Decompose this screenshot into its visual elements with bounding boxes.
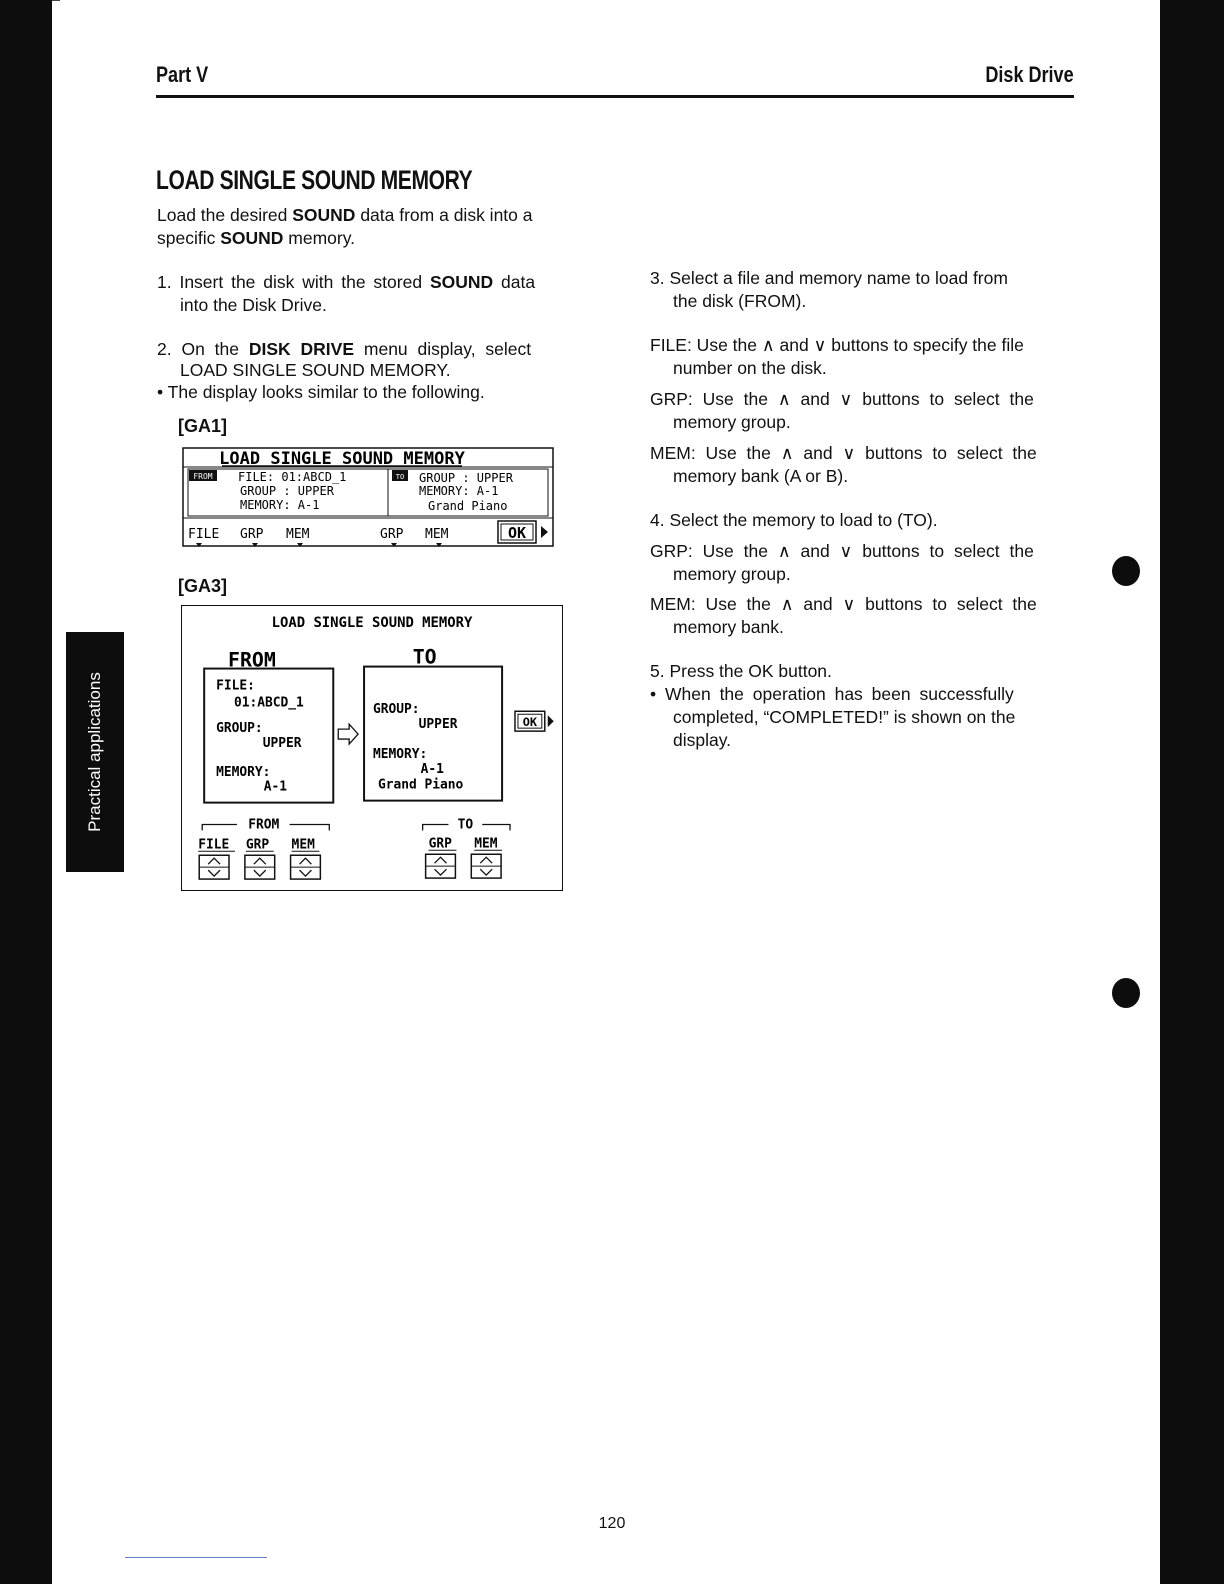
scan-artifact-line (125, 1557, 267, 1558)
grp-desc-2-line-1: GRP: Use the ∧ and ∨ buttons to select the (650, 541, 1034, 561)
ga1-to-memory-line: MEMORY: A-1 (419, 484, 499, 498)
step-2-line-1: 2. On the DISK DRIVE menu display, select (157, 339, 532, 359)
step-5-bullet-line-1: • When the operation has been successfully (650, 684, 1014, 704)
step-1-line-2: into the Disk Drive. (180, 295, 327, 315)
header-part: Part V (156, 62, 209, 87)
ga3-mem-button-label: MEM (291, 837, 315, 853)
ga1-display (182, 447, 554, 547)
step-5-line-1: 5. Press the OK button. (650, 661, 832, 681)
intro-line-2: specific SOUND memory. (157, 228, 356, 248)
ga1-memory-line: MEMORY: A-1 (240, 498, 320, 512)
ga3-to-heading: TO (412, 645, 437, 669)
mem-desc-2-line-2: memory bank. (673, 617, 784, 637)
ga3-file-value: 01:ABCD_1 (233, 695, 304, 711)
ga3-grp-button-label-2: GRP (428, 836, 452, 852)
ga3-label: [GA3] (178, 576, 227, 596)
ga1-grp-button-2[interactable]: GRP (380, 527, 404, 542)
ga1-to-group-line: GROUP : UPPER (419, 471, 513, 485)
ga3-next-arrow-icon[interactable] (548, 715, 554, 727)
ga1-mem-button[interactable]: MEM (286, 527, 310, 542)
ga3-to-group-label: GROUP: (372, 702, 420, 718)
mem-desc-line-1: MEM: Use the ∧ and ∨ buttons to select the (650, 443, 1037, 463)
side-tab-label: Practical applications (85, 672, 104, 832)
ga3-file-updown-button[interactable] (199, 855, 229, 879)
step-5-bullet-line-2: completed, “COMPLETED!” is shown on the (673, 707, 1016, 727)
grp-desc-line-1: GRP: Use the ∧ and ∨ buttons to select the (650, 389, 1034, 409)
ga3-to-grp-updown-button[interactable] (426, 854, 456, 878)
step-4-line-1: 4. Select the memory to load to (TO). (650, 510, 938, 530)
file-desc-line-2: number on the disk. (673, 358, 827, 378)
page-number: 120 (598, 1515, 626, 1532)
step-3-line-2: the disk (FROM). (673, 291, 807, 311)
ga1-file-line: FILE: 01:ABCD_1 (238, 470, 347, 484)
file-desc-line-1: FILE: Use the ∧ and ∨ buttons to specify the file (650, 335, 1024, 355)
punch-hole-dot (1112, 978, 1140, 1008)
ga3-display (181, 605, 563, 891)
ga3-from-heading: FROM (228, 648, 276, 672)
mem-desc-line-2: memory bank (A or B). (673, 466, 849, 486)
grp-desc-2-line-2: memory group. (673, 564, 791, 584)
header-rule (156, 95, 1074, 98)
ga3-to-bracket-label: TO (457, 817, 474, 833)
ga3-group-value: UPPER (262, 736, 302, 752)
grp-desc-line-2: memory group. (673, 412, 791, 432)
step-3-line-1: 3. Select a file and memory name to load from (650, 268, 1008, 288)
ga1-file-button[interactable]: FILE (188, 527, 220, 542)
svg-text:TO: TO (395, 473, 405, 481)
ga3-to-group-value: UPPER (418, 717, 458, 733)
ga3-title: LOAD SINGLE SOUND MEMORY (271, 614, 473, 631)
intro-line-1: Load the desired SOUND data from a disk into a (157, 205, 533, 225)
left-scan-border (0, 0, 52, 1584)
ga1-label: [GA1] (178, 416, 227, 436)
ga3-group-label: GROUP: (216, 721, 263, 737)
ga3-to-sound: Grand Piano (377, 777, 464, 793)
ga3-from-bracket-label: FROM (248, 817, 280, 833)
ga3-to-memory-value: A-1 (420, 761, 444, 777)
svg-text:OK: OK (507, 524, 527, 542)
mem-desc-2-line-1: MEM: Use the ∧ and ∨ buttons to select the (650, 594, 1037, 614)
ga3-mem-updown-button[interactable] (291, 855, 321, 879)
ga3-memory-value: A-1 (263, 779, 288, 795)
step-5-bullet-line-3: display. (673, 730, 732, 750)
side-section-tab (66, 632, 124, 872)
ga3-to-memory-label: MEMORY: (372, 746, 428, 762)
step-2-bullet: • The display looks similar to the following. (157, 382, 485, 402)
ga1-title: LOAD SINGLE SOUND MEMORY (219, 449, 465, 469)
ga1-grp-button[interactable]: GRP (240, 527, 264, 542)
ga3-mem-button-label-2: MEM (474, 836, 498, 852)
header-section: Disk Drive (985, 62, 1074, 87)
svg-text:OK: OK (522, 715, 538, 730)
ga3-grp-updown-button[interactable] (245, 855, 275, 879)
ga3-transfer-arrow-icon (338, 724, 358, 744)
ga3-to-mem-updown-button[interactable] (471, 854, 501, 878)
ga1-mem-button-2[interactable]: MEM (425, 527, 449, 542)
step-2-line-2: LOAD SINGLE SOUND MEMORY. (180, 360, 451, 380)
step-1-line-1: 1. Insert the disk with the stored SOUND data (157, 272, 536, 292)
ga3-file-button-label: FILE (198, 837, 230, 853)
ga3-memory-label: MEMORY: (216, 764, 271, 780)
punch-hole-dot (1112, 556, 1140, 586)
ga1-to-sound-line: Grand Piano (428, 499, 508, 513)
page-title: LOAD SINGLE SOUND MEMORY (156, 165, 473, 195)
right-scan-border (1160, 0, 1224, 1584)
svg-text:FROM: FROM (193, 472, 213, 481)
ga3-grp-button-label: GRP (245, 837, 270, 853)
ga3-file-label: FILE: (216, 678, 255, 694)
ga1-group-line: GROUP : UPPER (240, 484, 334, 498)
